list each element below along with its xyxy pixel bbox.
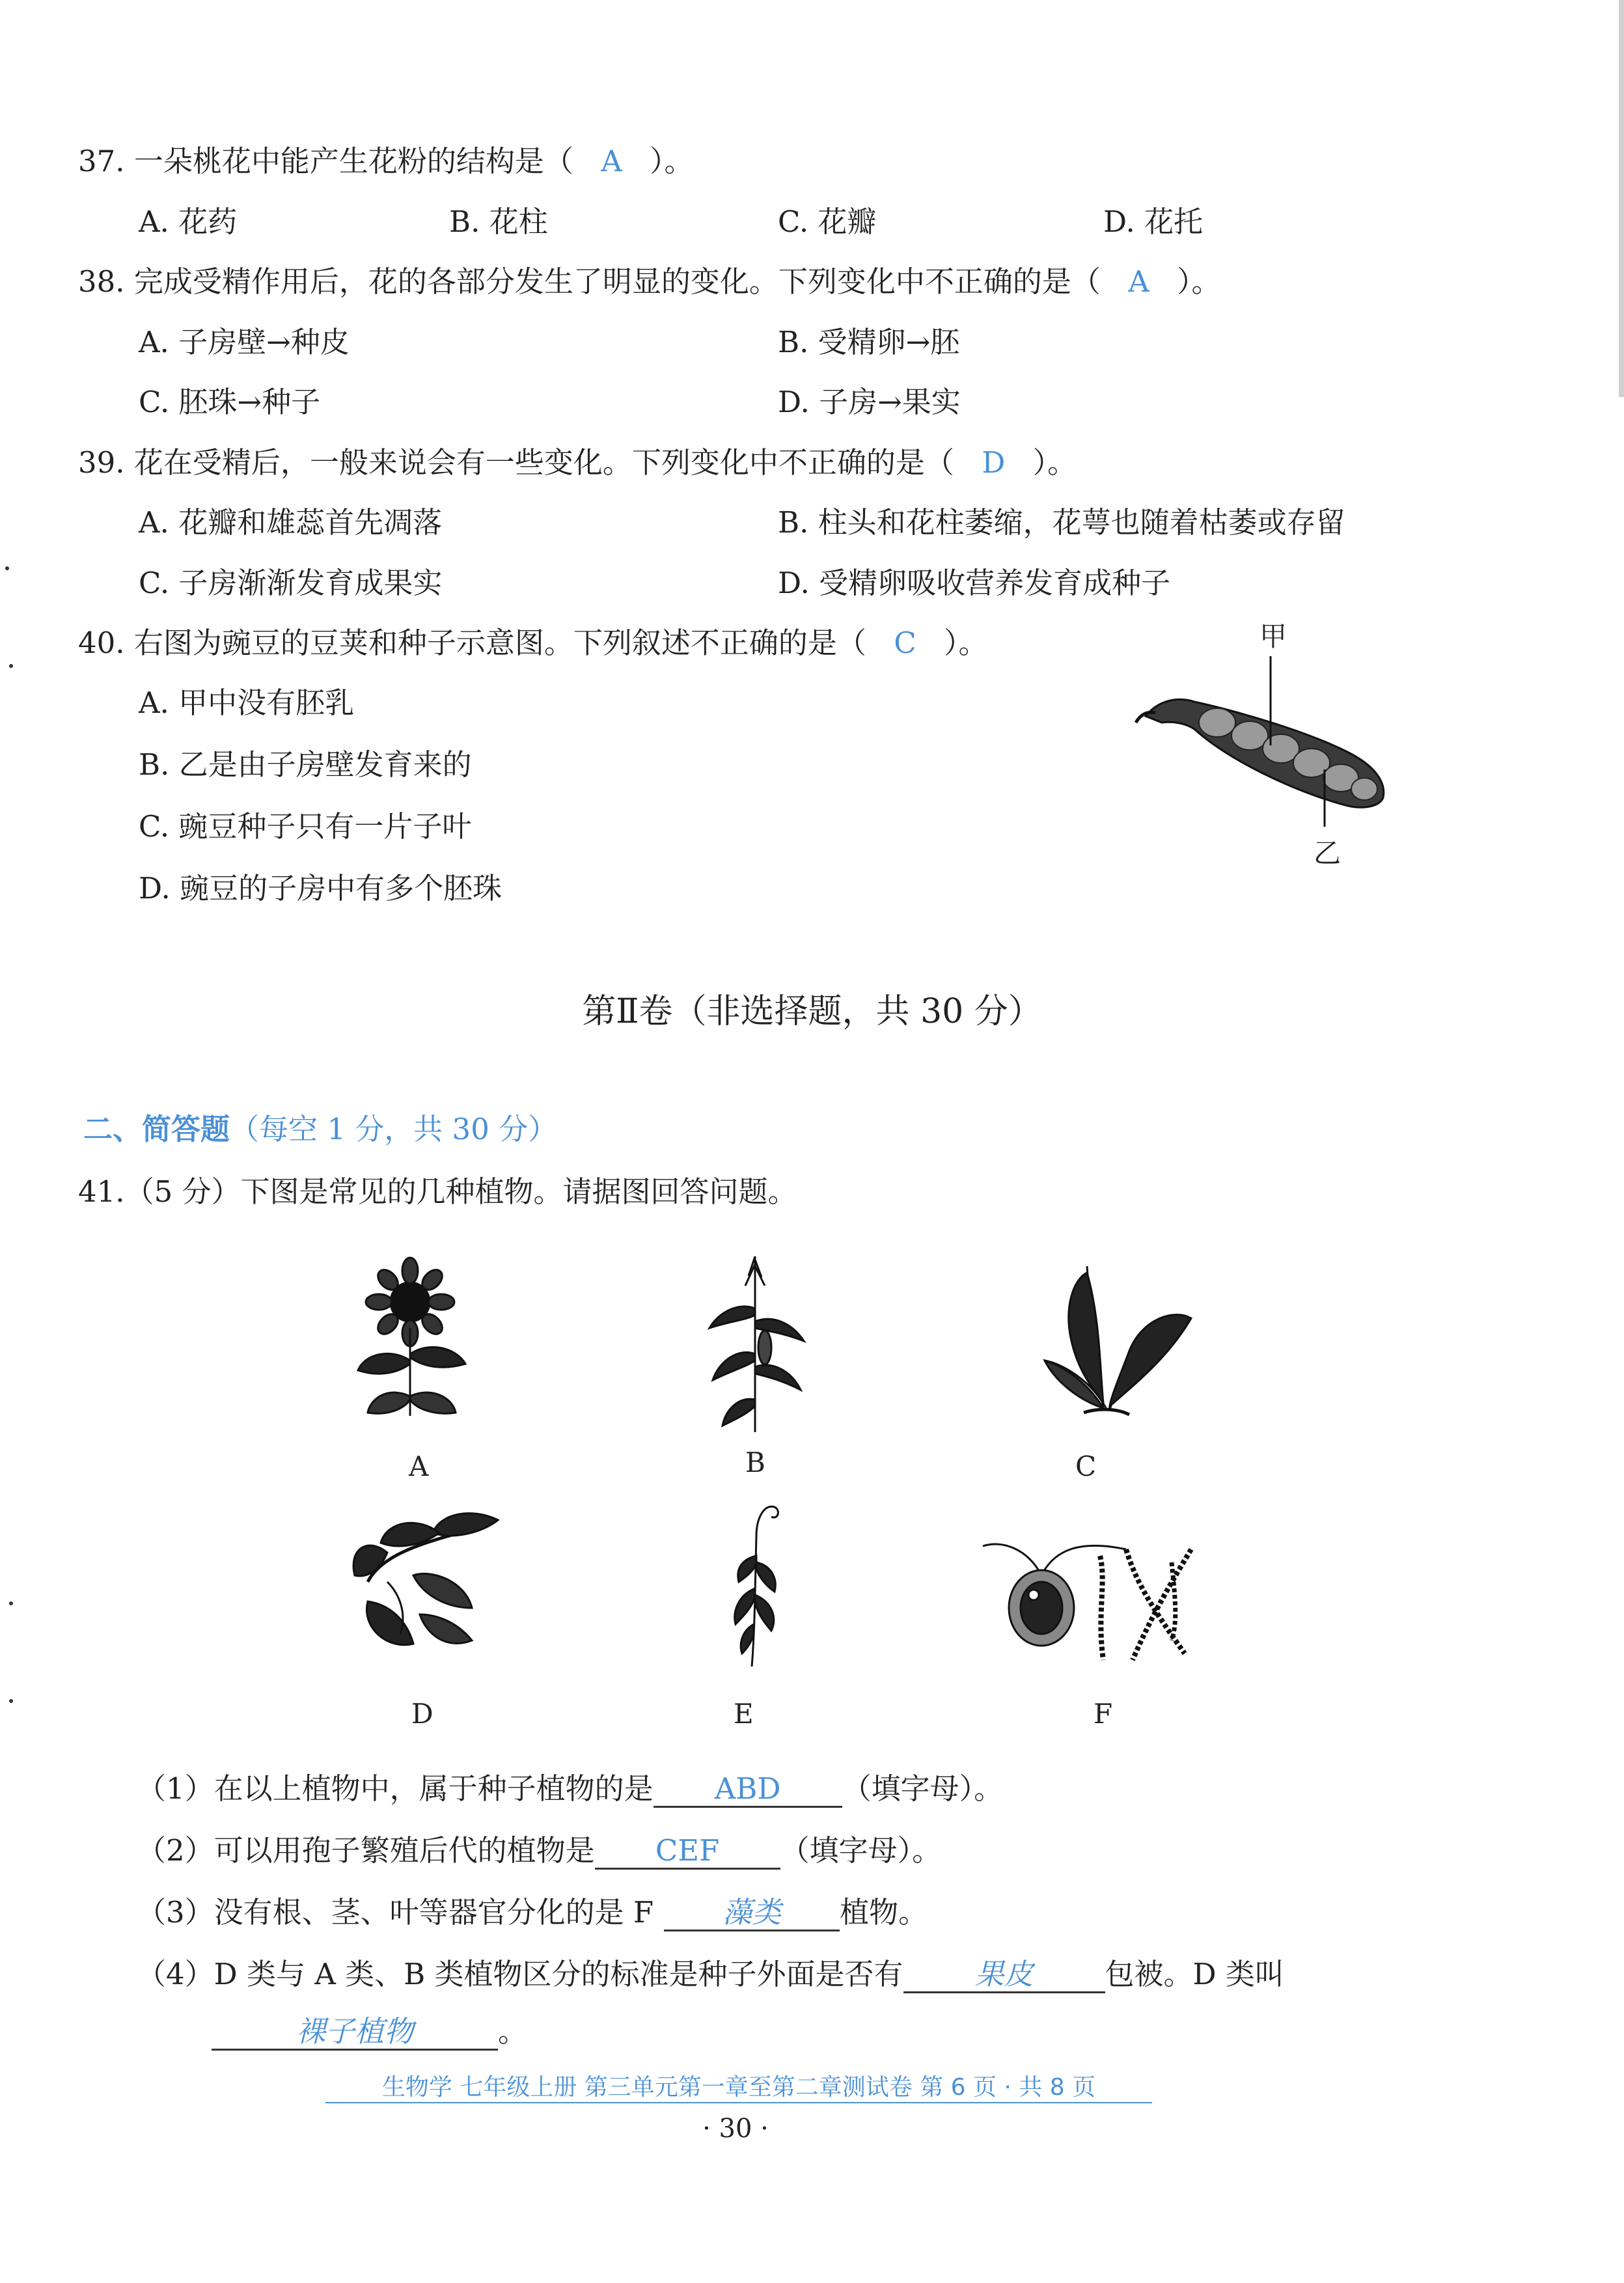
subquestion-text: （2）可以用孢子繁殖后代的植物是 [137, 1833, 595, 1868]
part2-heading-text: 二、简答题 [83, 1112, 230, 1146]
answer-blank: 裸子植物 [212, 2015, 498, 2051]
question-stem-text: 40. 右图为豌豆的豆荚和种子示意图。下列叙述不正确的是（ [78, 626, 866, 660]
answer-mark: A [1128, 264, 1149, 299]
subquestion-1 [137, 1771, 1003, 1808]
question-37-stem [78, 143, 694, 180]
option-d: D. 豌豆的子房中有多个胚珠 [139, 871, 502, 906]
answer-blank: ABD [654, 1772, 842, 1808]
margin-dot [9, 1699, 13, 1703]
margin-dot [9, 1601, 13, 1605]
subquestion-text: （1）在以上植物中，属于种子植物的是 [137, 1771, 654, 1806]
option-b: B. 花柱 [449, 204, 548, 239]
algae-figure [976, 1510, 1217, 1673]
subquestion-text-end: （填字母）。 [780, 1833, 942, 1868]
subquestion-text: （3）没有根、茎、叶等器官分化的是 F [137, 1895, 654, 1930]
question-stem-end: ）。 [1177, 264, 1221, 299]
question-40-stem [78, 625, 987, 661]
subquestion-text-end: 植物。 [840, 1895, 928, 1930]
question-stem-text: 39. 花在受精后，一般来说会有一些变化。下列变化中不正确的是（ [78, 445, 954, 480]
plant-label-f: F [1094, 1698, 1113, 1730]
option-c: C. 花瓣 [778, 204, 877, 239]
option-a: A. 花药 [139, 204, 238, 239]
plant-label-a: A [409, 1450, 429, 1482]
question-stem-end: ）。 [650, 144, 694, 178]
label-yi: 乙 [1314, 837, 1342, 869]
moss-figure [716, 1497, 801, 1673]
answer-mark: D [982, 445, 1006, 480]
subquestion-3 [137, 1894, 928, 1931]
question-stem-text: 37. 一朵桃花中能产生花粉的结构是（ [78, 144, 573, 178]
subquestion-text-end: 包被。D 类叫 [1105, 1957, 1284, 1991]
subquestion-4-continued [212, 2013, 527, 2051]
part2-note: （每空 1 分，共 30 分） [230, 1112, 558, 1146]
subquestion-text-end: 。 [498, 2014, 528, 2049]
margin-dot [9, 664, 13, 668]
subquestion-4 [137, 1956, 1284, 1993]
question-stem-text: 38. 完成受精作用后，花的各部分发生了明显的变化。下列变化中不正确的是（ [78, 264, 1101, 299]
answer-blank: CEF [595, 1834, 780, 1870]
option-d: D. 受精卵吸收营养发育成种子 [778, 566, 1171, 600]
option-c: C. 豌豆种子只有一片子叶 [139, 809, 472, 844]
label-jia: 甲 [1259, 620, 1287, 652]
question-stem-end: ）。 [943, 626, 988, 660]
answer-mark: C [894, 626, 916, 660]
question-38-stem [78, 264, 1221, 300]
question-39-stem [78, 445, 1077, 481]
option-b: B. 受精卵→胚 [778, 325, 960, 359]
subquestion-2 [137, 1833, 941, 1870]
answer-mark: A [601, 144, 622, 178]
option-b: B. 柱头和花柱萎缩，花萼也随着枯萎或存留 [778, 505, 1345, 540]
option-a: A. 子房壁→种皮 [139, 325, 350, 359]
plant-label-b: B [745, 1446, 765, 1478]
pea-seed [1351, 778, 1377, 800]
option-d: D. 子房→果实 [778, 385, 961, 419]
pea-pod-figure [1133, 618, 1406, 892]
option-a: A. 甲中没有胚乳 [139, 685, 355, 720]
option-a: A. 花瓣和雄蕊首先凋落 [139, 505, 443, 540]
question-41-stem: 41.（5 分）下图是常见的几种植物。请据图回答问题。 [78, 1174, 797, 1209]
option-b: B. 乙是由子房壁发育来的 [139, 747, 472, 782]
plant-label-d: D [411, 1698, 434, 1730]
option-c: C. 胚珠→种子 [139, 385, 321, 419]
answer-blank: 藻类 [664, 1896, 840, 1931]
margin-dot [5, 566, 9, 570]
subquestion-text: （4）D 类与 A 类、B 类植物区分的标准是种子外面是否有 [137, 1957, 903, 1991]
subquestion-text-end: （填字母）。 [842, 1771, 1004, 1806]
page-footer: 生物学 七年级上册 第三单元第一章至第二章测试卷 第 6 页 · 共 8 页 [325, 2073, 1152, 2103]
question-stem-end: ）。 [1032, 445, 1077, 480]
plant-label-c: C [1075, 1450, 1097, 1482]
plant-label-e: E [734, 1698, 754, 1730]
part2-heading [83, 1111, 557, 1148]
section-title: 第Ⅱ卷（非选择题，共 30 分） [582, 992, 1042, 1031]
ginkgo-figure [342, 1504, 504, 1660]
corn-figure [700, 1250, 810, 1439]
answer-blank: 果皮 [903, 1958, 1105, 1993]
sunflower-figure [345, 1256, 475, 1426]
option-d: D. 花托 [1103, 204, 1204, 239]
pea-seed [1199, 708, 1235, 737]
option-c: C. 子房渐渐发育成果实 [139, 566, 443, 600]
fern-figure [1038, 1253, 1201, 1422]
page-edge-strip [1619, 0, 1624, 397]
page-number: · 30 · [702, 2114, 769, 2144]
